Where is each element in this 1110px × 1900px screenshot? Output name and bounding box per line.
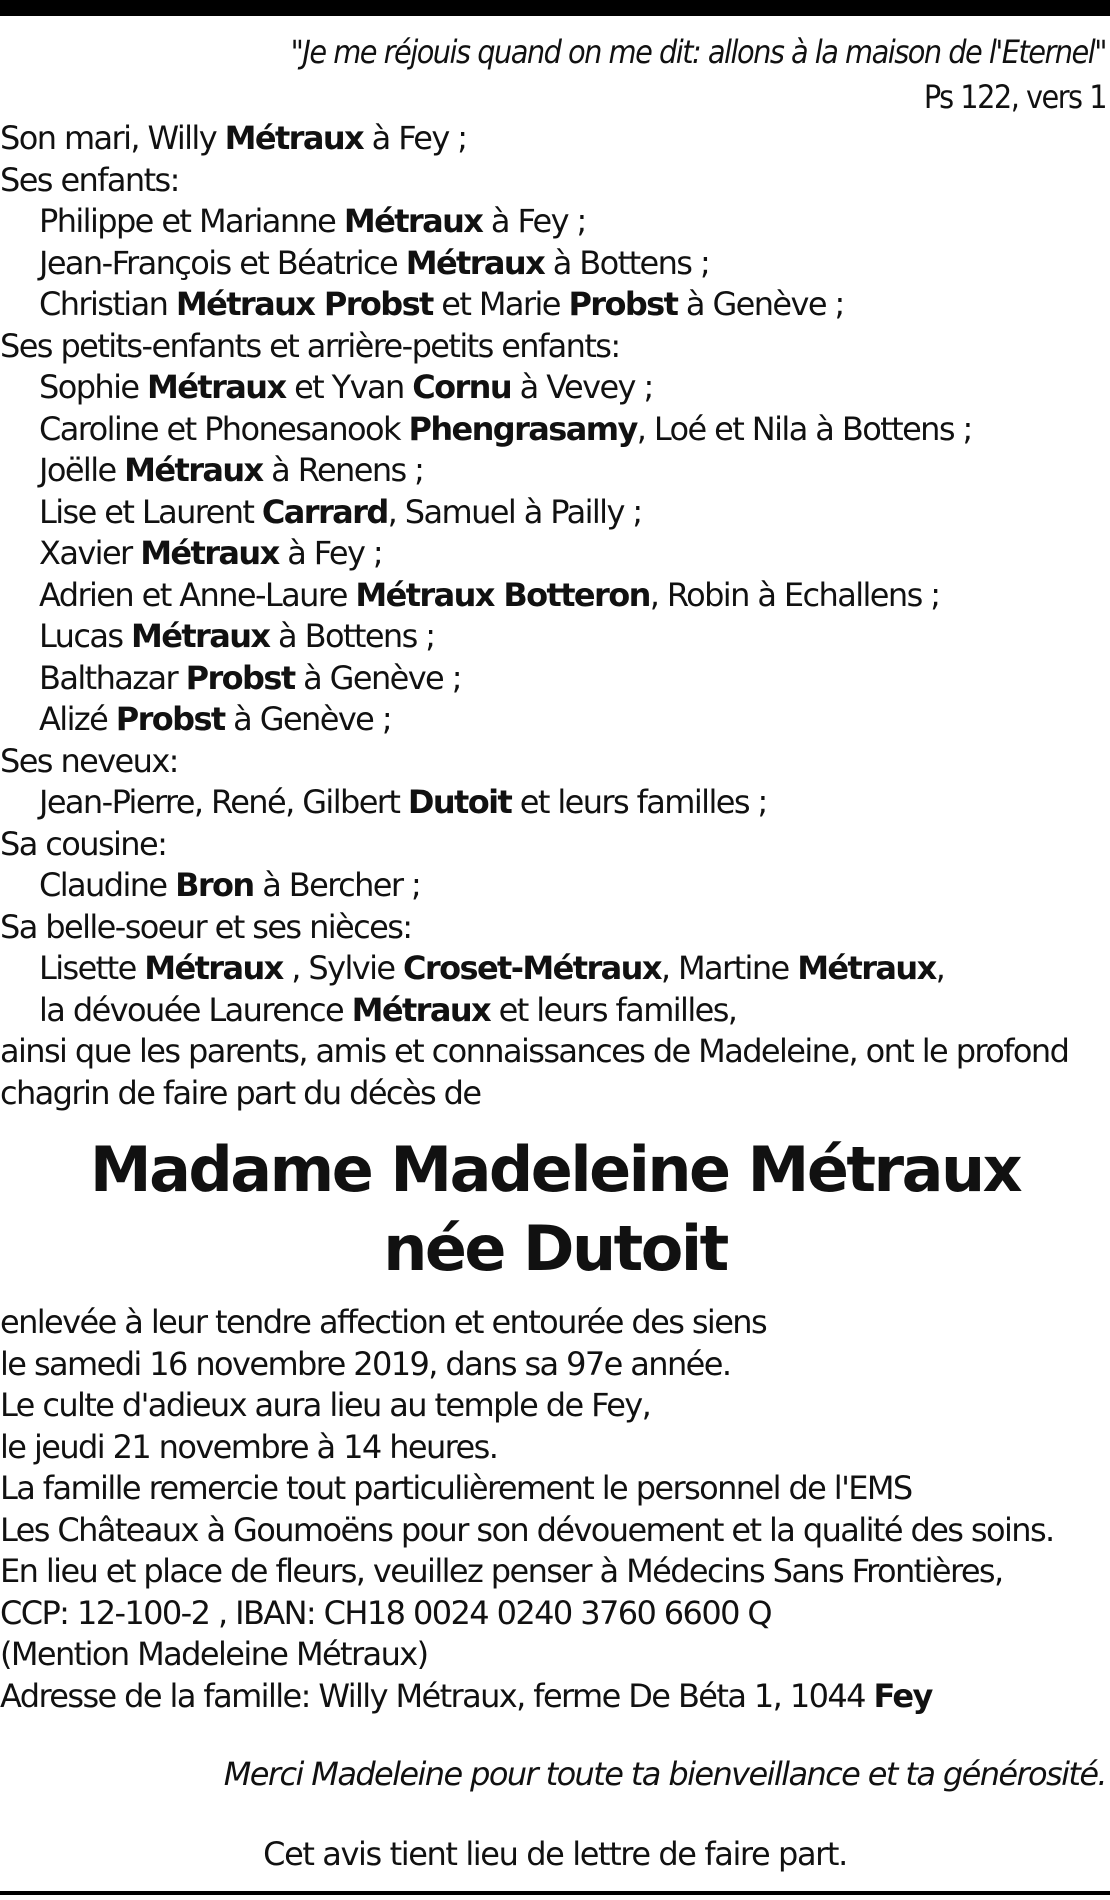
detail-line: Le culte d'adieux aura lieu au temple de Fey,: [0, 1386, 651, 1424]
grandchild-line: Lise et Laurent Carrard, Samuel à Pailly ;: [39, 492, 642, 531]
cousin-heading: Sa cousine:: [0, 824, 167, 863]
inlaws-heading: Sa belle-soeur et ses nièces:: [0, 907, 412, 946]
detail-line: enlevée à leur tendre affection et entourée des siens: [0, 1303, 767, 1341]
family-list: [0, 118, 1110, 1114]
grandchild-line: Balthazar Probst à Genève ;: [39, 658, 461, 697]
grandchild-line: Caroline et Phonesanook Phengrasamy, Loé et Nila à Bottens ;: [39, 409, 972, 448]
children-heading: Ses enfants:: [0, 160, 179, 199]
epigraph-reference: Ps 122, vers 1: [923, 78, 1106, 116]
grandchild-line: Lucas Métraux à Bottens ;: [39, 617, 435, 655]
bottom-border-rule: [0, 1891, 1110, 1895]
inlaws-line: la dévouée Laurence Métraux et leurs familles,: [39, 990, 737, 1029]
nephews-heading: Ses neveux:: [0, 741, 178, 780]
grandchild-line: Sophie Métraux et Yvan Cornu à Vevey ;: [39, 368, 653, 406]
deceased-name-heading: [0, 1130, 1110, 1288]
child-line: Jean-François et Béatrice Métraux à Bottens ;: [39, 243, 710, 282]
grandchild-line: Alizé Probst à Genève ;: [39, 700, 391, 738]
family-address: Adresse de la famille: Willy Métraux, ferme De Béta 1, 1044 Fey: [0, 1676, 932, 1715]
thanks-message: Merci Madeleine pour toute ta bienveillance et ta générosité.: [223, 1755, 1106, 1793]
deceased-maiden-name: née Dutoit: [383, 1212, 727, 1285]
detail-line: La famille remercie tout particulièrement le personnel de l'EMS: [0, 1469, 912, 1507]
detail-line: CCP: 12-100-2 , IBAN: CH18 0024 0240 3760 6600 Q: [0, 1593, 771, 1632]
detail-line: le samedi 16 novembre 2019, dans sa 97e année.: [0, 1344, 731, 1383]
top-border-rule: [0, 0, 1110, 16]
detail-line: le jeudi 21 novembre à 14 heures.: [0, 1427, 498, 1466]
inlaws-line: Lisette Métraux , Sylvie Croset-Métraux, Martine Métraux,: [39, 949, 945, 987]
epigraph-quote: "Je me réjouis quand on me dit: allons à la maison de l'Eternel": [290, 33, 1106, 71]
husband-line: Son mari, Willy Métraux à Fey ;: [0, 119, 467, 157]
grandchild-line: Joëlle Métraux à Renens ;: [39, 451, 424, 489]
service-details: [0, 1302, 1110, 1717]
child-line: Christian Métraux Probst et Marie Probst à Genève ;: [39, 285, 844, 323]
grandchildren-heading: Ses petits-enfants et arrière-petits enfants:: [0, 326, 620, 365]
grandchild-line: Adrien et Anne-Laure Métraux Botteron, Robin à Echallens ;: [39, 575, 940, 614]
closing-line: chagrin de faire part du décès de: [0, 1073, 481, 1112]
detail-line: (Mention Madeleine Métraux): [0, 1635, 428, 1673]
closing-line: ainsi que les parents, amis et connaissances de Madeleine, ont le profond: [0, 1032, 1069, 1070]
detail-line: Les Châteaux à Goumoëns pour son dévouement et la qualité des soins.: [0, 1510, 1054, 1549]
cousin-line: Claudine Bron à Bercher ;: [39, 866, 421, 904]
grandchild-line: Xavier Métraux à Fey ;: [39, 534, 383, 572]
closing-note: Cet avis tient lieu de lettre de faire part.: [263, 1835, 847, 1873]
detail-line: En lieu et place de fleurs, veuillez penser à Médecins Sans Frontières,: [0, 1552, 1003, 1590]
child-line: Philippe et Marianne Métraux à Fey ;: [39, 202, 586, 240]
nephews-line: Jean-Pierre, René, Gilbert Dutoit et leurs familles ;: [39, 783, 767, 821]
deceased-name: Madame Madeleine Métraux: [89, 1133, 1021, 1206]
